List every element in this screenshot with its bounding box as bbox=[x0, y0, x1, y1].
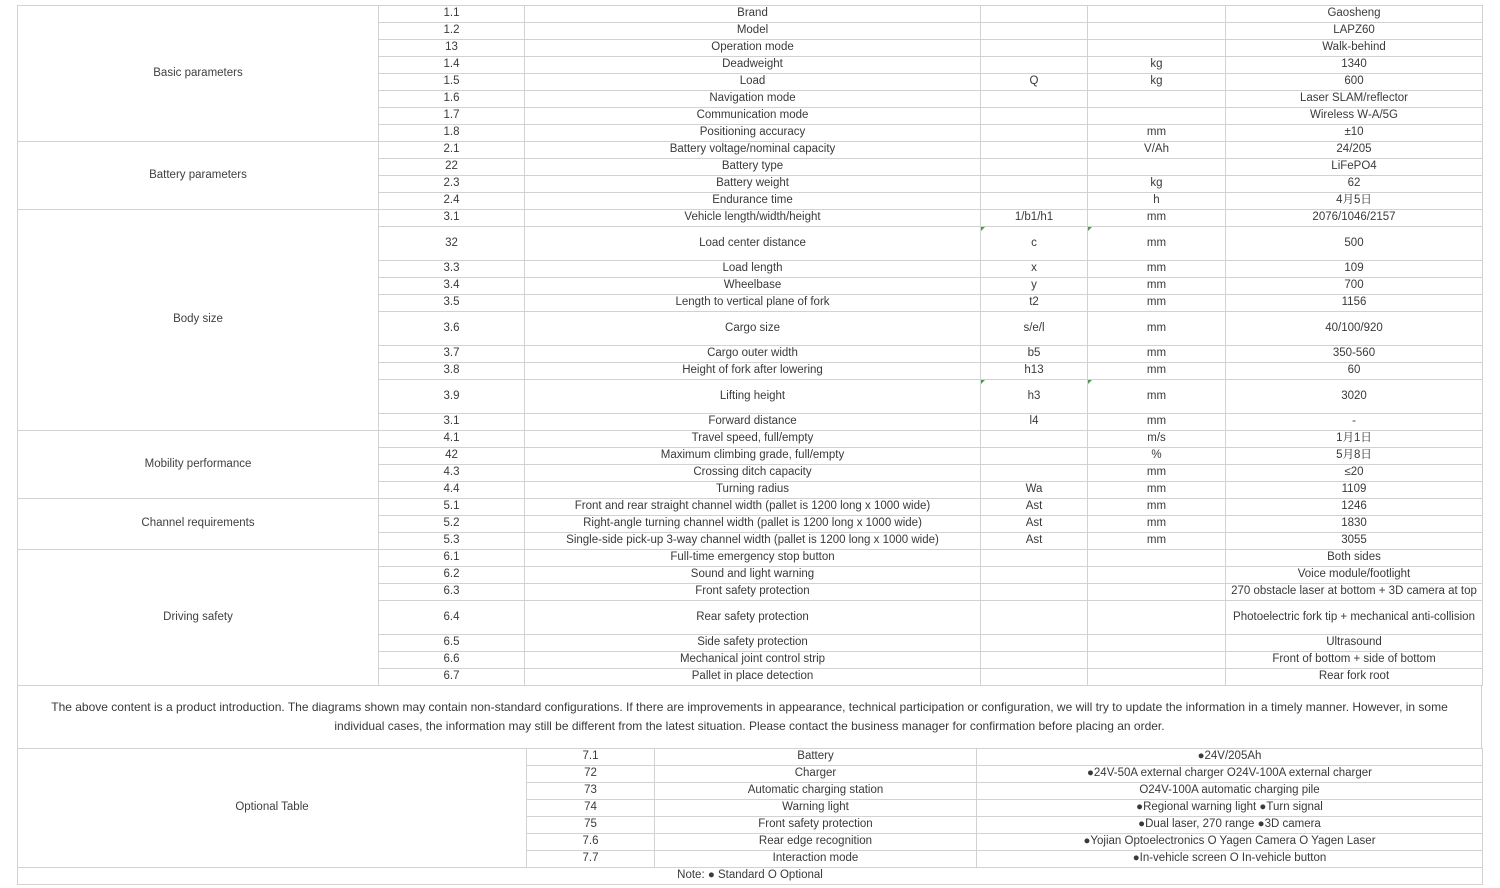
cell-flag-icon bbox=[1088, 227, 1092, 231]
cell-value: ●In-vehicle screen O In-vehicle button bbox=[977, 851, 1483, 868]
cell-value: Rear fork root bbox=[1226, 669, 1483, 686]
cell-unit bbox=[1088, 567, 1226, 584]
cell-symbol bbox=[981, 193, 1088, 210]
cell-parameter: Rear edge recognition bbox=[655, 834, 977, 851]
cell-symbol bbox=[981, 567, 1088, 584]
cell-unit: mm bbox=[1088, 227, 1226, 261]
cell-unit: mm bbox=[1088, 278, 1226, 295]
cell-number: 3.6 bbox=[379, 312, 525, 346]
cell-unit bbox=[1088, 635, 1226, 652]
table-row bbox=[18, 6, 1483, 23]
cell-number: 3.5 bbox=[379, 295, 525, 312]
cell-symbol bbox=[981, 57, 1088, 74]
cell-value: Front of bottom + side of bottom bbox=[1226, 652, 1483, 669]
cell-number: 6.5 bbox=[379, 635, 525, 652]
cell-parameter: Height of fork after lowering bbox=[525, 363, 981, 380]
cell-number: 6.7 bbox=[379, 669, 525, 686]
cell-symbol bbox=[981, 465, 1088, 482]
cell-value: 24/205 bbox=[1226, 142, 1483, 159]
cell-parameter: Rear safety protection bbox=[525, 601, 981, 635]
cell-symbol: Ast bbox=[981, 499, 1088, 516]
cell-symbol: b5 bbox=[981, 346, 1088, 363]
section-label: Optional Table bbox=[18, 749, 527, 868]
cell-value: 5月8日 bbox=[1226, 448, 1483, 465]
cell-parameter: Operation mode bbox=[525, 40, 981, 57]
cell-parameter: Maximum climbing grade, full/empty bbox=[525, 448, 981, 465]
cell-unit: m/s bbox=[1088, 431, 1226, 448]
cell-unit bbox=[1088, 6, 1226, 23]
cell-number: 5.2 bbox=[379, 516, 525, 533]
cell-value: 60 bbox=[1226, 363, 1483, 380]
cell-number: 1.6 bbox=[379, 91, 525, 108]
cell-unit: mm bbox=[1088, 295, 1226, 312]
cell-flag-icon bbox=[1088, 380, 1092, 384]
cell-symbol bbox=[981, 6, 1088, 23]
cell-symbol bbox=[981, 23, 1088, 40]
note-row bbox=[18, 868, 1483, 885]
section-label: Basic parameters bbox=[18, 6, 379, 142]
cell-parameter: Navigation mode bbox=[525, 91, 981, 108]
cell-value: Ultrasound bbox=[1226, 635, 1483, 652]
cell-parameter: Forward distance bbox=[525, 414, 981, 431]
cell-symbol bbox=[981, 159, 1088, 176]
cell-value: 4月5日 bbox=[1226, 193, 1483, 210]
cell-value: 1156 bbox=[1226, 295, 1483, 312]
table-row bbox=[18, 142, 1483, 159]
cell-number: 3.1 bbox=[379, 210, 525, 227]
cell-number: 3.8 bbox=[379, 363, 525, 380]
cell-value: 700 bbox=[1226, 278, 1483, 295]
cell-parameter: Load bbox=[525, 74, 981, 91]
cell-symbol: Ast bbox=[981, 533, 1088, 550]
cell-parameter: Battery type bbox=[525, 159, 981, 176]
cell-unit: mm bbox=[1088, 414, 1226, 431]
cell-symbol bbox=[981, 550, 1088, 567]
cell-number: 6.1 bbox=[379, 550, 525, 567]
cell-symbol: h13 bbox=[981, 363, 1088, 380]
cell-symbol bbox=[981, 125, 1088, 142]
cell-number: 6.6 bbox=[379, 652, 525, 669]
table-row bbox=[18, 499, 1483, 516]
cell-parameter: Model bbox=[525, 23, 981, 40]
cell-symbol: h3 bbox=[981, 380, 1088, 414]
cell-number: 6.4 bbox=[379, 601, 525, 635]
cell-value: 270 obstacle laser at bottom + 3D camera at top bbox=[1226, 584, 1483, 601]
section-label: Mobility performance bbox=[18, 431, 379, 499]
cell-parameter: Battery voltage/nominal capacity bbox=[525, 142, 981, 159]
cell-unit: V/Ah bbox=[1088, 142, 1226, 159]
cell-unit: mm bbox=[1088, 380, 1226, 414]
cell-parameter: Front safety protection bbox=[655, 817, 977, 834]
cell-value: LAPZ60 bbox=[1226, 23, 1483, 40]
cell-number: 1.4 bbox=[379, 57, 525, 74]
cell-value: 1246 bbox=[1226, 499, 1483, 516]
table-row bbox=[18, 550, 1483, 567]
cell-unit bbox=[1088, 108, 1226, 125]
cell-parameter: Travel speed, full/empty bbox=[525, 431, 981, 448]
cell-symbol bbox=[981, 669, 1088, 686]
cell-number: 42 bbox=[379, 448, 525, 465]
cell-symbol bbox=[981, 40, 1088, 57]
cell-symbol: c bbox=[981, 227, 1088, 261]
cell-unit bbox=[1088, 159, 1226, 176]
cell-value: 1109 bbox=[1226, 482, 1483, 499]
cell-number: 3.1 bbox=[379, 414, 525, 431]
cell-symbol: Q bbox=[981, 74, 1088, 91]
cell-value: ●Yojian Optoelectronics O Yagen Camera O Yagen Laser bbox=[977, 834, 1483, 851]
cell-value: 109 bbox=[1226, 261, 1483, 278]
cell-parameter: Cargo size bbox=[525, 312, 981, 346]
cell-parameter: Mechanical joint control strip bbox=[525, 652, 981, 669]
cell-symbol bbox=[981, 91, 1088, 108]
cell-flag-icon bbox=[981, 227, 985, 231]
cell-parameter: Brand bbox=[525, 6, 981, 23]
cell-number: 7.1 bbox=[527, 749, 655, 766]
cell-number: 4.1 bbox=[379, 431, 525, 448]
cell-parameter: Single-side pick-up 3-way channel width (pallet is 1200 long x 1000 wide) bbox=[525, 533, 981, 550]
cell-number: 5.3 bbox=[379, 533, 525, 550]
cell-unit: mm bbox=[1088, 465, 1226, 482]
cell-unit bbox=[1088, 91, 1226, 108]
cell-value: Wireless W-A/5G bbox=[1226, 108, 1483, 125]
cell-symbol bbox=[981, 448, 1088, 465]
cell-unit bbox=[1088, 601, 1226, 635]
cell-value: Walk-behind bbox=[1226, 40, 1483, 57]
cell-number: 4.3 bbox=[379, 465, 525, 482]
cell-value: ●Regional warning light ●Turn signal bbox=[977, 800, 1483, 817]
cell-number: 1.7 bbox=[379, 108, 525, 125]
cell-parameter: Positioning accuracy bbox=[525, 125, 981, 142]
cell-number: 73 bbox=[527, 783, 655, 800]
cell-symbol bbox=[981, 431, 1088, 448]
table-row bbox=[18, 749, 1483, 766]
cell-value: 62 bbox=[1226, 176, 1483, 193]
cell-value: 600 bbox=[1226, 74, 1483, 91]
cell-parameter: Automatic charging station bbox=[655, 783, 977, 800]
cell-value: 1月1日 bbox=[1226, 431, 1483, 448]
cell-parameter: Battery bbox=[655, 749, 977, 766]
cell-symbol: 1/b1/h1 bbox=[981, 210, 1088, 227]
cell-number: 32 bbox=[379, 227, 525, 261]
section-label: Battery parameters bbox=[18, 142, 379, 210]
cell-number: 6.2 bbox=[379, 567, 525, 584]
cell-symbol bbox=[981, 142, 1088, 159]
cell-symbol bbox=[981, 108, 1088, 125]
cell-value: Both sides bbox=[1226, 550, 1483, 567]
cell-number: 1.2 bbox=[379, 23, 525, 40]
cell-symbol: Wa bbox=[981, 482, 1088, 499]
cell-unit: mm bbox=[1088, 482, 1226, 499]
cell-unit: % bbox=[1088, 448, 1226, 465]
cell-number: 6.3 bbox=[379, 584, 525, 601]
cell-number: 7.6 bbox=[527, 834, 655, 851]
cell-parameter: Pallet in place detection bbox=[525, 669, 981, 686]
cell-parameter: Warning light bbox=[655, 800, 977, 817]
cell-value: 3020 bbox=[1226, 380, 1483, 414]
cell-parameter: Side safety protection bbox=[525, 635, 981, 652]
cell-symbol: l4 bbox=[981, 414, 1088, 431]
cell-unit bbox=[1088, 40, 1226, 57]
cell-parameter: Charger bbox=[655, 766, 977, 783]
cell-unit bbox=[1088, 550, 1226, 567]
cell-symbol bbox=[981, 601, 1088, 635]
cell-unit: kg bbox=[1088, 57, 1226, 74]
cell-symbol bbox=[981, 584, 1088, 601]
cell-unit: kg bbox=[1088, 74, 1226, 91]
spec-table bbox=[17, 5, 1483, 686]
cell-unit: mm bbox=[1088, 516, 1226, 533]
cell-parameter: Load length bbox=[525, 261, 981, 278]
cell-unit: mm bbox=[1088, 346, 1226, 363]
cell-unit bbox=[1088, 23, 1226, 40]
cell-parameter: Front safety protection bbox=[525, 584, 981, 601]
cell-unit bbox=[1088, 584, 1226, 601]
cell-number: 1.8 bbox=[379, 125, 525, 142]
cell-parameter: Cargo outer width bbox=[525, 346, 981, 363]
cell-value: 40/100/920 bbox=[1226, 312, 1483, 346]
cell-number: 13 bbox=[379, 40, 525, 57]
section-label: Driving safety bbox=[18, 550, 379, 686]
cell-symbol: x bbox=[981, 261, 1088, 278]
cell-parameter: Battery weight bbox=[525, 176, 981, 193]
cell-number: 22 bbox=[379, 159, 525, 176]
table-row bbox=[18, 210, 1483, 227]
cell-symbol bbox=[981, 652, 1088, 669]
cell-unit: mm bbox=[1088, 125, 1226, 142]
cell-unit: kg bbox=[1088, 176, 1226, 193]
section-label: Channel requirements bbox=[18, 499, 379, 550]
cell-parameter: Vehicle length/width/height bbox=[525, 210, 981, 227]
cell-symbol bbox=[981, 176, 1088, 193]
cell-parameter: Sound and light warning bbox=[525, 567, 981, 584]
cell-unit: mm bbox=[1088, 210, 1226, 227]
cell-value: Gaosheng bbox=[1226, 6, 1483, 23]
cell-value: - bbox=[1226, 414, 1483, 431]
cell-value: Laser SLAM/reflector bbox=[1226, 91, 1483, 108]
cell-unit: mm bbox=[1088, 499, 1226, 516]
cell-parameter: Full-time emergency stop button bbox=[525, 550, 981, 567]
cell-number: 3.7 bbox=[379, 346, 525, 363]
cell-parameter: Communication mode bbox=[525, 108, 981, 125]
cell-symbol: t2 bbox=[981, 295, 1088, 312]
cell-unit: mm bbox=[1088, 312, 1226, 346]
section-label: Body size bbox=[18, 210, 379, 431]
cell-number: 74 bbox=[527, 800, 655, 817]
cell-unit: h bbox=[1088, 193, 1226, 210]
cell-value: 1830 bbox=[1226, 516, 1483, 533]
cell-value: 1340 bbox=[1226, 57, 1483, 74]
cell-number: 1.1 bbox=[379, 6, 525, 23]
cell-number: 2.3 bbox=[379, 176, 525, 193]
cell-number: 4.4 bbox=[379, 482, 525, 499]
cell-value: O24V-100A automatic charging pile bbox=[977, 783, 1483, 800]
cell-unit: mm bbox=[1088, 261, 1226, 278]
cell-parameter: Interaction mode bbox=[655, 851, 977, 868]
cell-unit bbox=[1088, 652, 1226, 669]
cell-number: 5.1 bbox=[379, 499, 525, 516]
cell-unit: mm bbox=[1088, 363, 1226, 380]
cell-unit: mm bbox=[1088, 533, 1226, 550]
cell-value: 500 bbox=[1226, 227, 1483, 261]
cell-number: 1.5 bbox=[379, 74, 525, 91]
cell-value: ●24V-50A external charger O24V-100A external charger bbox=[977, 766, 1483, 783]
cell-symbol: y bbox=[981, 278, 1088, 295]
cell-value: 2076/1046/2157 bbox=[1226, 210, 1483, 227]
cell-parameter: Lifting height bbox=[525, 380, 981, 414]
cell-number: 2.1 bbox=[379, 142, 525, 159]
cell-symbol bbox=[981, 635, 1088, 652]
cell-value: ≤20 bbox=[1226, 465, 1483, 482]
disclaimer-text: The above content is a product introduction. The diagrams shown may contain non-standard configurations. If there are improvements in appearance, technical participation or configuration, we will try to update the information in a timely manner. However, in some individual cases, the information may still be different from the latest situation. Please contact the business manager for confirmation before placing an order. bbox=[17, 685, 1482, 749]
cell-value: LiFePO4 bbox=[1226, 159, 1483, 176]
optional-table bbox=[17, 748, 1483, 885]
cell-flag-icon bbox=[981, 380, 985, 384]
note-text: Note: ● Standard O Optional bbox=[18, 868, 1483, 885]
cell-parameter: Right-angle turning channel width (pallet is 1200 long x 1000 wide) bbox=[525, 516, 981, 533]
cell-parameter: Length to vertical plane of fork bbox=[525, 295, 981, 312]
cell-parameter: Load center distance bbox=[525, 227, 981, 261]
cell-value: ●Dual laser, 270 range ●3D camera bbox=[977, 817, 1483, 834]
table-row bbox=[18, 431, 1483, 448]
cell-number: 3.9 bbox=[379, 380, 525, 414]
cell-value: Voice module/footlight bbox=[1226, 567, 1483, 584]
cell-parameter: Turning radius bbox=[525, 482, 981, 499]
cell-parameter: Wheelbase bbox=[525, 278, 981, 295]
cell-number: 3.3 bbox=[379, 261, 525, 278]
cell-value: ●24V/205Ah bbox=[977, 749, 1483, 766]
cell-unit bbox=[1088, 669, 1226, 686]
cell-number: 2.4 bbox=[379, 193, 525, 210]
cell-value: 3055 bbox=[1226, 533, 1483, 550]
cell-parameter: Crossing ditch capacity bbox=[525, 465, 981, 482]
cell-symbol: s/e/l bbox=[981, 312, 1088, 346]
cell-value: ±10 bbox=[1226, 125, 1483, 142]
cell-parameter: Endurance time bbox=[525, 193, 981, 210]
cell-number: 72 bbox=[527, 766, 655, 783]
cell-value: Photoelectric fork tip + mechanical anti-collision bbox=[1226, 601, 1483, 635]
cell-value: 350-560 bbox=[1226, 346, 1483, 363]
cell-parameter: Deadweight bbox=[525, 57, 981, 74]
cell-symbol: Ast bbox=[981, 516, 1088, 533]
cell-parameter: Front and rear straight channel width (pallet is 1200 long x 1000 wide) bbox=[525, 499, 981, 516]
cell-number: 7.7 bbox=[527, 851, 655, 868]
cell-number: 3.4 bbox=[379, 278, 525, 295]
cell-number: 75 bbox=[527, 817, 655, 834]
